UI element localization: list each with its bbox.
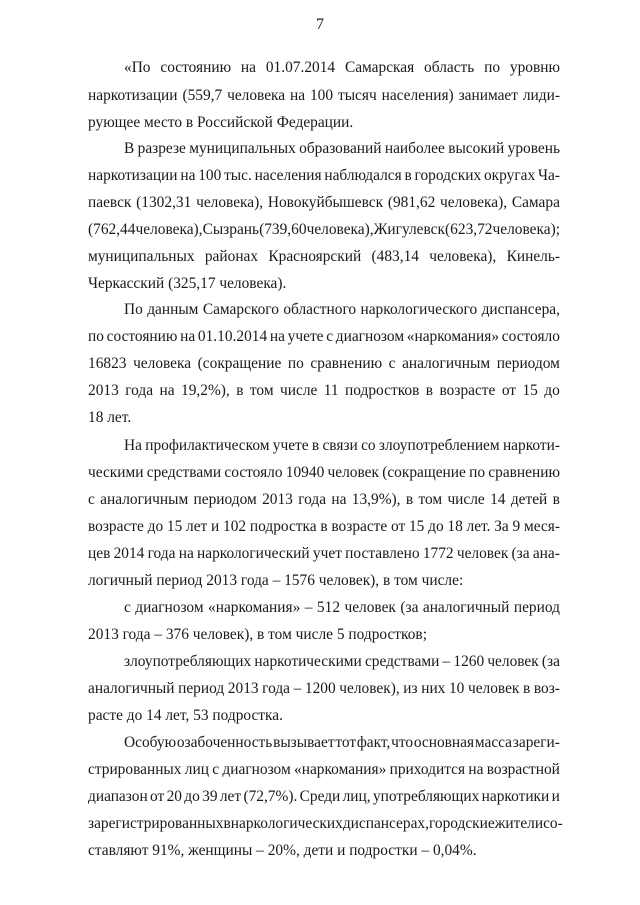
word: года (298, 491, 327, 508)
word: наркотизации (88, 87, 178, 104)
word: аналогичным (402, 355, 491, 372)
word: с (388, 355, 396, 372)
word: от (150, 788, 165, 805)
word: 15 (522, 382, 538, 399)
word: лет (186, 518, 208, 535)
word: от (391, 518, 406, 535)
word: года (125, 382, 154, 399)
word: Кинель- (506, 248, 560, 265)
word: по (287, 355, 304, 372)
word: профилактическом (145, 437, 270, 454)
word: и (211, 518, 220, 535)
word: учет (312, 545, 342, 562)
word: диагнозом (222, 761, 291, 778)
word: жители (494, 815, 544, 832)
word: лиди- (522, 87, 560, 104)
word: числе (447, 491, 485, 508)
word: воз- (533, 680, 560, 697)
word: учете (272, 437, 309, 454)
text-line (124, 300, 560, 320)
word: муниципальных (189, 140, 296, 157)
word: ана- (532, 545, 560, 562)
text-line (124, 733, 560, 753)
word: в (404, 167, 412, 184)
word: лиц, (342, 788, 371, 805)
text-line (124, 436, 560, 456)
word: – (293, 680, 302, 697)
word: наблюдался (324, 167, 402, 184)
word: «наркомания» (208, 599, 301, 616)
word: со (361, 437, 376, 454)
word: занимает (458, 87, 518, 104)
word: до (147, 518, 164, 535)
word: наркотическими (254, 653, 362, 670)
word: Сызрань (202, 221, 260, 238)
word: (559,7 (182, 87, 223, 104)
word: в (223, 815, 231, 832)
word: лет (219, 788, 242, 805)
word: 2013 (227, 680, 259, 697)
word: факт, (356, 734, 391, 751)
text-line (88, 381, 560, 401)
word: 19,2%), (181, 382, 230, 399)
word: в (320, 518, 328, 535)
word: уровню (509, 59, 560, 76)
word: Красноярский (268, 248, 362, 265)
word: на (468, 761, 484, 778)
word: приходится (389, 761, 466, 778)
text-line (88, 679, 560, 699)
word: (762,44 (88, 221, 136, 238)
word: возрасте (439, 382, 496, 399)
word: средствами (364, 653, 440, 670)
word: 2013 (262, 491, 293, 508)
word: меся- (523, 518, 560, 535)
word: них (421, 680, 446, 697)
text-line (88, 86, 560, 106)
word: 1260 (453, 653, 485, 670)
word: По (124, 301, 143, 318)
word: На (124, 437, 142, 454)
word: от (501, 382, 517, 399)
word: аналогичный (88, 680, 175, 697)
word: употребляющих (372, 788, 480, 805)
word: учете (287, 328, 324, 345)
word: (981,62 (387, 194, 436, 211)
word: со- (543, 815, 563, 832)
word: «наркомания» (294, 761, 387, 778)
word: аналогичным (100, 491, 189, 508)
word: масса (474, 734, 513, 751)
word: разрезе (137, 140, 186, 157)
text-line (124, 652, 560, 672)
word: на (240, 59, 256, 76)
word: (72,7%). (243, 788, 298, 805)
word: периодом (496, 355, 560, 372)
word: что (391, 734, 414, 751)
word: человека), (196, 194, 264, 211)
word: по (88, 328, 104, 345)
word: том (418, 491, 443, 508)
word: сравнению (310, 355, 383, 372)
word: до (184, 788, 200, 805)
text-line (88, 166, 560, 186)
text-line (88, 787, 560, 807)
word: человек (327, 464, 379, 481)
word: уровень (507, 140, 560, 157)
word: (сокращение (382, 464, 466, 481)
word: на (180, 328, 196, 345)
word: муниципальных (88, 248, 195, 265)
word: на (269, 328, 285, 345)
word: с (326, 328, 334, 345)
word: наиболее (384, 140, 445, 157)
word: средствами (146, 464, 222, 481)
word: наркологического (360, 301, 478, 318)
word: человека), (135, 221, 203, 238)
word: до (428, 518, 444, 535)
word: стрированных (88, 761, 182, 778)
word: сравнению (488, 464, 560, 481)
word: «наркомания» (406, 328, 500, 345)
word: Особую (124, 734, 177, 751)
word: Среди (299, 788, 341, 805)
word: Самарская (344, 59, 415, 76)
word: (739,60 (259, 221, 307, 238)
word: года (262, 680, 291, 697)
word: 01.07.2014 (265, 59, 336, 76)
word: 100 (198, 167, 222, 184)
page-number: 7 (316, 16, 324, 33)
text-line: логичный период 2013 года – 1576 человек), в том числе: (88, 572, 464, 589)
word: городских (414, 167, 482, 184)
word: с (212, 761, 220, 778)
word: 16823 (88, 355, 127, 372)
text-line (88, 463, 560, 483)
word: 01.10.2014 (197, 328, 268, 345)
word: зареги- (512, 734, 560, 751)
word: состоянию (160, 59, 232, 76)
word: 2014 (113, 545, 145, 562)
word: городские (428, 815, 495, 832)
word: наркотики (481, 788, 550, 805)
word: с (124, 599, 131, 616)
word: детей (510, 491, 548, 508)
word: на (290, 87, 306, 104)
word: на (159, 382, 175, 399)
word: (сокращение (197, 355, 282, 372)
word: диагнозом (135, 599, 204, 616)
word: в (552, 491, 560, 508)
word: человека (227, 87, 286, 104)
text-line (88, 544, 560, 564)
word: возрасте (88, 518, 144, 535)
text-line (88, 517, 560, 537)
text-line (88, 193, 560, 213)
word: Новокуйбышевск (267, 194, 384, 211)
word: тот (335, 734, 357, 751)
word: зарегистрированных (88, 815, 224, 832)
text-line: рующее место в Российской Федерации. (88, 114, 354, 131)
word: и (551, 788, 560, 805)
word: периодом (193, 491, 257, 508)
text-line (124, 58, 560, 78)
word: в (236, 382, 244, 399)
word: человека); (492, 221, 560, 238)
word: 102 (223, 518, 247, 535)
word: до (544, 382, 560, 399)
word: возрасте (331, 518, 388, 535)
word: областного (283, 301, 357, 318)
word: человек (344, 599, 396, 616)
word: данным (147, 301, 199, 318)
word: на (178, 545, 194, 562)
word: – (442, 653, 451, 670)
word: основная (413, 734, 475, 751)
text-line: расте до 14 лет, 53 подростка. (88, 707, 283, 724)
word: паевск (88, 194, 132, 211)
word: 1772 (422, 545, 454, 562)
word: За (494, 518, 509, 535)
word: наркоти- (502, 437, 560, 454)
word: по (484, 59, 501, 76)
text-line: ставляют 91%, женщины – 20%, дети и подростки – 0,04%. (88, 842, 477, 859)
word: человек), (339, 680, 400, 697)
word: в (522, 680, 531, 697)
word: человека), (429, 248, 497, 265)
word: – (304, 599, 313, 616)
word: 100 (309, 87, 334, 104)
word: года (147, 545, 176, 562)
word: 9 (512, 518, 521, 535)
text-line: 2013 года – 376 человек), в том числе 5 подростков; (88, 626, 427, 643)
word: из (403, 680, 418, 697)
word: на (331, 491, 347, 508)
word: озабоченность (176, 734, 273, 751)
word: наркотизации (88, 167, 178, 184)
word: ческими (88, 464, 144, 481)
word: цев (88, 545, 111, 562)
text-line (88, 327, 560, 347)
word: человека (133, 355, 192, 372)
word: (за (511, 545, 530, 562)
text-line: Черкасский (325,17 человека). (88, 275, 287, 292)
word: (483,14 (371, 248, 419, 265)
word: (за (541, 653, 560, 670)
word: населения) (381, 87, 454, 104)
word: (623,72 (445, 221, 493, 238)
word: на (180, 167, 196, 184)
word: 10940 (285, 464, 325, 481)
word: В (124, 140, 135, 157)
text-line (124, 598, 560, 618)
word: аналогичный (422, 599, 510, 616)
word: 14 (490, 491, 506, 508)
text-line (88, 814, 563, 834)
word: 20 (166, 788, 182, 805)
word: наркологических (230, 815, 343, 832)
word: подростка (249, 518, 317, 535)
word: 18 (447, 518, 463, 535)
word: вызывает (273, 734, 335, 751)
word: человека), (440, 194, 508, 211)
word: с (88, 491, 95, 508)
text-line (88, 490, 560, 510)
word: состояло (224, 464, 283, 481)
word: диагнозом (335, 328, 405, 345)
word: округах (483, 167, 536, 184)
word: 11 (323, 382, 339, 399)
word: поставлено (345, 545, 420, 562)
word: Самара (511, 194, 560, 211)
word: (за (400, 599, 419, 616)
word: связи (322, 437, 358, 454)
word: 15 (166, 518, 183, 535)
word: состоянию (106, 328, 178, 345)
word: лиц (184, 761, 209, 778)
word: «По (124, 59, 151, 76)
word: районах (204, 248, 259, 265)
word: человека), (306, 221, 374, 238)
word: по (469, 464, 486, 481)
word: в (425, 382, 434, 399)
word: в (311, 437, 320, 454)
text-line (88, 760, 560, 780)
text-line (124, 139, 560, 159)
text-line (88, 247, 560, 267)
word: человек (456, 545, 509, 562)
word: злоупотреблением (378, 437, 500, 454)
word: состояло (501, 328, 560, 345)
word: тысяч (337, 87, 377, 104)
word: область (424, 59, 475, 76)
word: возрастной (486, 761, 560, 778)
word: том (249, 382, 274, 399)
word: образований (299, 140, 382, 157)
word: 2013 (88, 382, 119, 399)
word: диспансерах, (342, 815, 429, 832)
word: высокий (448, 140, 505, 157)
word: 39 (202, 788, 218, 805)
word: человек (467, 680, 520, 697)
text-line (88, 354, 560, 374)
word: диспансера, (481, 301, 560, 318)
word: наркологический (197, 545, 310, 562)
word: 1200 (304, 680, 336, 697)
word: 512 (316, 599, 341, 616)
word: Жигулевск (373, 221, 445, 238)
word: период (178, 680, 225, 697)
word: лет. (466, 518, 491, 535)
word: (1302,31 (136, 194, 192, 211)
word: 13,9%), (351, 491, 401, 508)
word: тыс. (224, 167, 252, 184)
word: 10 (448, 680, 465, 697)
word: 15 (408, 518, 425, 535)
word: Ча- (537, 167, 560, 184)
word: населения (254, 167, 322, 184)
word: человек (487, 653, 539, 670)
word: подростков (345, 382, 420, 399)
text-line (88, 220, 560, 240)
word: диапазон (88, 788, 148, 805)
word: в (405, 491, 414, 508)
word: Самарского (202, 301, 279, 318)
text-line: 18 лет. (88, 409, 132, 426)
word: период (513, 599, 560, 616)
word: числе (280, 382, 318, 399)
word: злоупотребляющих (124, 653, 252, 670)
